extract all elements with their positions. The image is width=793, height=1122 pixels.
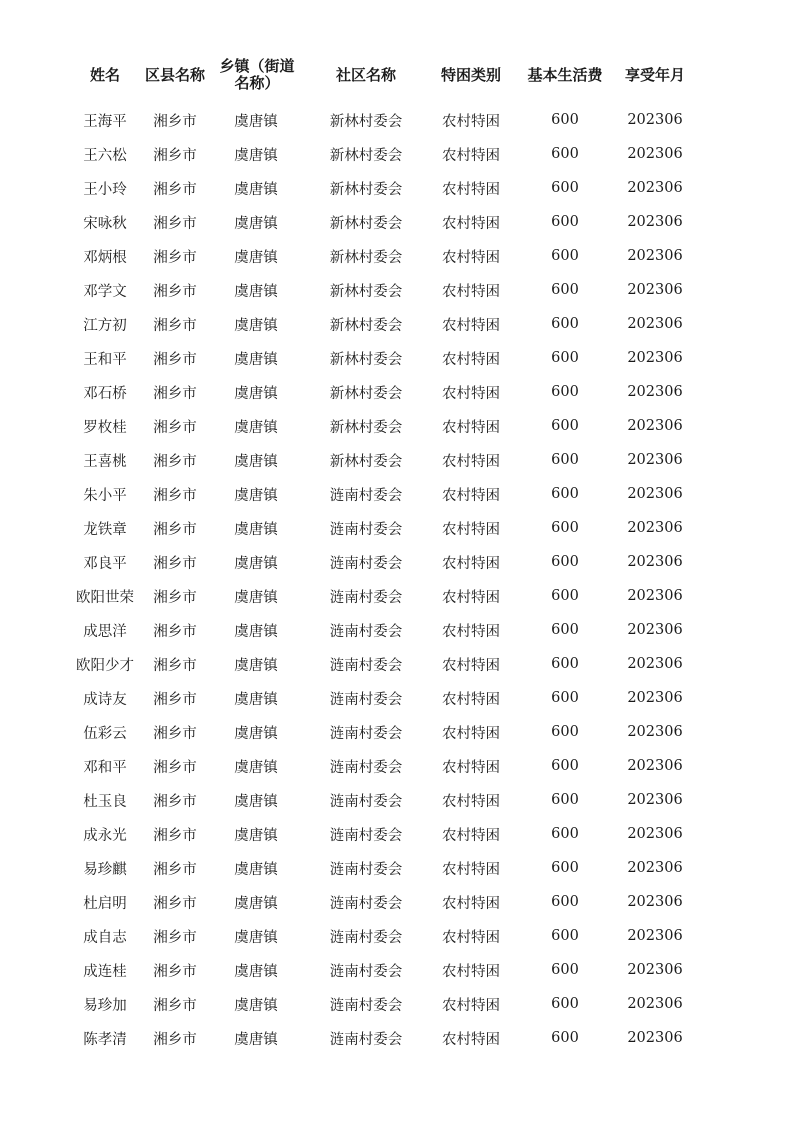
cell-county: 湘乡市 — [153, 487, 197, 504]
cell-county: 湘乡市 — [153, 589, 197, 606]
cell-county: 湘乡市 — [153, 317, 197, 334]
cell-month: 202306 — [627, 112, 683, 128]
header-county: 区县名称 — [144, 65, 205, 84]
cell-county: 湘乡市 — [153, 759, 197, 776]
cell-name: 易珍加 — [83, 997, 127, 1014]
cell-county: 湘乡市 — [153, 1031, 197, 1048]
cell-category: 农村特困 — [442, 725, 500, 742]
cell-county: 湘乡市 — [153, 181, 197, 198]
cell-month: 202306 — [627, 316, 683, 332]
cell-month: 202306 — [627, 146, 683, 162]
cell-category: 农村特困 — [442, 453, 500, 470]
table-row — [0, 1021, 793, 1055]
cell-township: 虞唐镇 — [234, 963, 278, 980]
table-row — [0, 307, 793, 341]
cell-name: 欧阳世荣 — [76, 589, 134, 606]
cell-township: 虞唐镇 — [234, 861, 278, 878]
table-row — [0, 477, 793, 511]
cell-township: 虞唐镇 — [234, 929, 278, 946]
table-body — [0, 103, 793, 1055]
cell-township: 虞唐镇 — [234, 623, 278, 640]
cell-name: 成永光 — [83, 827, 127, 844]
cell-allowance: 600 — [551, 180, 579, 196]
cell-allowance: 600 — [551, 316, 579, 332]
cell-category: 农村特困 — [442, 827, 500, 844]
cell-community: 涟南村委会 — [329, 487, 403, 504]
table-row — [0, 239, 793, 273]
cell-county: 湘乡市 — [153, 113, 197, 130]
cell-name: 邓炳根 — [83, 249, 127, 266]
cell-category: 农村特困 — [442, 997, 500, 1014]
cell-allowance: 600 — [551, 1030, 579, 1046]
table-header — [0, 50, 793, 100]
cell-category: 农村特困 — [442, 589, 500, 606]
cell-county: 湘乡市 — [153, 827, 197, 844]
cell-name: 王喜桃 — [83, 453, 127, 470]
table-row — [0, 681, 793, 715]
cell-county: 湘乡市 — [153, 691, 197, 708]
cell-month: 202306 — [627, 894, 683, 910]
cell-month: 202306 — [627, 486, 683, 502]
cell-month: 202306 — [627, 248, 683, 264]
cell-allowance: 600 — [551, 894, 579, 910]
cell-category: 农村特困 — [442, 147, 500, 164]
cell-name: 王六松 — [83, 147, 127, 164]
cell-county: 湘乡市 — [153, 147, 197, 164]
cell-name: 宋咏秋 — [83, 215, 127, 232]
cell-name: 朱小平 — [83, 487, 127, 504]
cell-allowance: 600 — [551, 350, 579, 366]
cell-community: 涟南村委会 — [329, 827, 403, 844]
cell-month: 202306 — [627, 622, 683, 638]
cell-township: 虞唐镇 — [234, 725, 278, 742]
cell-township: 虞唐镇 — [234, 385, 278, 402]
table-row — [0, 919, 793, 953]
cell-name: 龙铁章 — [83, 521, 127, 538]
cell-township: 虞唐镇 — [234, 487, 278, 504]
cell-month: 202306 — [627, 282, 683, 298]
cell-township: 虞唐镇 — [234, 249, 278, 266]
cell-month: 202306 — [627, 1030, 683, 1046]
cell-name: 邓良平 — [83, 555, 127, 572]
cell-name: 成连桂 — [83, 963, 127, 980]
cell-allowance: 600 — [551, 418, 579, 434]
cell-township: 虞唐镇 — [234, 419, 278, 436]
cell-name: 邓和平 — [83, 759, 127, 776]
cell-name: 成自志 — [83, 929, 127, 946]
table-row — [0, 817, 793, 851]
cell-category: 农村特困 — [442, 691, 500, 708]
cell-name: 伍彩云 — [83, 725, 127, 742]
cell-township: 虞唐镇 — [234, 793, 278, 810]
cell-community: 涟南村委会 — [329, 997, 403, 1014]
cell-county: 湘乡市 — [153, 861, 197, 878]
cell-community: 新林村委会 — [329, 283, 403, 300]
cell-allowance: 600 — [551, 996, 579, 1012]
cell-community: 新林村委会 — [329, 181, 403, 198]
cell-allowance: 600 — [551, 588, 579, 604]
cell-community: 涟南村委会 — [329, 759, 403, 776]
cell-name: 成思洋 — [83, 623, 127, 640]
table-row — [0, 953, 793, 987]
table-row — [0, 987, 793, 1021]
cell-county: 湘乡市 — [153, 623, 197, 640]
cell-township: 虞唐镇 — [234, 657, 278, 674]
cell-community: 涟南村委会 — [329, 691, 403, 708]
cell-month: 202306 — [627, 180, 683, 196]
cell-allowance: 600 — [551, 962, 579, 978]
table-row — [0, 715, 793, 749]
cell-month: 202306 — [627, 758, 683, 774]
cell-name: 杜启明 — [83, 895, 127, 912]
cell-community: 涟南村委会 — [329, 1031, 403, 1048]
cell-name: 易珍麒 — [83, 861, 127, 878]
cell-county: 湘乡市 — [153, 657, 197, 674]
cell-category: 农村特困 — [442, 657, 500, 674]
cell-county: 湘乡市 — [153, 555, 197, 572]
table-row — [0, 647, 793, 681]
table-row — [0, 579, 793, 613]
cell-community: 涟南村委会 — [329, 623, 403, 640]
cell-name: 王小玲 — [83, 181, 127, 198]
cell-category: 农村特困 — [442, 963, 500, 980]
table-row — [0, 783, 793, 817]
cell-category: 农村特困 — [442, 521, 500, 538]
cell-category: 农村特困 — [442, 283, 500, 300]
cell-name: 杜玉良 — [83, 793, 127, 810]
table-row — [0, 851, 793, 885]
cell-name: 成诗友 — [83, 691, 127, 708]
cell-allowance: 600 — [551, 554, 579, 570]
table-row — [0, 443, 793, 477]
table-row — [0, 205, 793, 239]
cell-allowance: 600 — [551, 486, 579, 502]
cell-county: 湘乡市 — [153, 453, 197, 470]
cell-allowance: 600 — [551, 622, 579, 638]
cell-township: 虞唐镇 — [234, 181, 278, 198]
cell-allowance: 600 — [551, 860, 579, 876]
cell-township: 虞唐镇 — [234, 521, 278, 538]
header-community: 社区名称 — [335, 65, 396, 84]
table-row — [0, 511, 793, 545]
header-category: 特困类别 — [440, 65, 501, 84]
cell-county: 湘乡市 — [153, 521, 197, 538]
cell-township: 虞唐镇 — [234, 1031, 278, 1048]
cell-community: 涟南村委会 — [329, 521, 403, 538]
cell-category: 农村特困 — [442, 249, 500, 266]
cell-month: 202306 — [627, 418, 683, 434]
cell-allowance: 600 — [551, 792, 579, 808]
table-row — [0, 341, 793, 375]
cell-county: 湘乡市 — [153, 963, 197, 980]
cell-county: 湘乡市 — [153, 249, 197, 266]
cell-name: 罗枚桂 — [83, 419, 127, 436]
cell-allowance: 600 — [551, 690, 579, 706]
cell-township: 虞唐镇 — [234, 317, 278, 334]
cell-county: 湘乡市 — [153, 793, 197, 810]
cell-township: 虞唐镇 — [234, 827, 278, 844]
cell-category: 农村特困 — [442, 895, 500, 912]
cell-month: 202306 — [627, 996, 683, 1012]
cell-category: 农村特困 — [442, 1031, 500, 1048]
cell-category: 农村特困 — [442, 215, 500, 232]
cell-allowance: 600 — [551, 724, 579, 740]
cell-county: 湘乡市 — [153, 385, 197, 402]
cell-county: 湘乡市 — [153, 725, 197, 742]
cell-township: 虞唐镇 — [234, 147, 278, 164]
cell-name: 陈孝清 — [83, 1031, 127, 1048]
cell-allowance: 600 — [551, 826, 579, 842]
cell-allowance: 600 — [551, 214, 579, 230]
cell-township: 虞唐镇 — [234, 589, 278, 606]
cell-month: 202306 — [627, 452, 683, 468]
cell-township: 虞唐镇 — [234, 113, 278, 130]
table-row — [0, 171, 793, 205]
cell-allowance: 600 — [551, 112, 579, 128]
cell-community: 新林村委会 — [329, 385, 403, 402]
cell-community: 新林村委会 — [329, 215, 403, 232]
cell-month: 202306 — [627, 384, 683, 400]
cell-category: 农村特困 — [442, 487, 500, 504]
cell-month: 202306 — [627, 826, 683, 842]
cell-community: 涟南村委会 — [329, 657, 403, 674]
cell-month: 202306 — [627, 214, 683, 230]
cell-county: 湘乡市 — [153, 895, 197, 912]
cell-name: 欧阳少才 — [76, 657, 134, 674]
cell-allowance: 600 — [551, 520, 579, 536]
cell-name: 王和平 — [83, 351, 127, 368]
cell-county: 湘乡市 — [153, 283, 197, 300]
cell-month: 202306 — [627, 350, 683, 366]
cell-category: 农村特困 — [442, 113, 500, 130]
cell-name: 邓石桥 — [83, 385, 127, 402]
cell-community: 新林村委会 — [329, 453, 403, 470]
cell-month: 202306 — [627, 928, 683, 944]
cell-allowance: 600 — [551, 248, 579, 264]
cell-township: 虞唐镇 — [234, 351, 278, 368]
cell-allowance: 600 — [551, 146, 579, 162]
table-row — [0, 103, 793, 137]
cell-category: 农村特困 — [442, 555, 500, 572]
header-living-allowance: 基本生活费 — [527, 65, 603, 84]
cell-category: 农村特困 — [442, 861, 500, 878]
cell-community: 新林村委会 — [329, 249, 403, 266]
cell-community: 涟南村委会 — [329, 895, 403, 912]
cell-township: 虞唐镇 — [234, 691, 278, 708]
cell-township: 虞唐镇 — [234, 215, 278, 232]
cell-township: 虞唐镇 — [234, 283, 278, 300]
cell-name: 江方初 — [83, 317, 127, 334]
table-row — [0, 885, 793, 919]
cell-allowance: 600 — [551, 758, 579, 774]
cell-county: 湘乡市 — [153, 419, 197, 436]
cell-category: 农村特困 — [442, 317, 500, 334]
cell-month: 202306 — [627, 962, 683, 978]
table-row — [0, 749, 793, 783]
cell-category: 农村特困 — [442, 623, 500, 640]
cell-allowance: 600 — [551, 452, 579, 468]
cell-community: 涟南村委会 — [329, 963, 403, 980]
cell-month: 202306 — [627, 656, 683, 672]
cell-township: 虞唐镇 — [234, 453, 278, 470]
cell-township: 虞唐镇 — [234, 555, 278, 572]
cell-county: 湘乡市 — [153, 997, 197, 1014]
cell-month: 202306 — [627, 860, 683, 876]
cell-month: 202306 — [627, 554, 683, 570]
cell-month: 202306 — [627, 690, 683, 706]
cell-county: 湘乡市 — [153, 929, 197, 946]
cell-community: 新林村委会 — [329, 113, 403, 130]
cell-name: 王海平 — [83, 113, 127, 130]
cell-county: 湘乡市 — [153, 215, 197, 232]
cell-month: 202306 — [627, 520, 683, 536]
cell-allowance: 600 — [551, 656, 579, 672]
cell-community: 新林村委会 — [329, 419, 403, 436]
cell-name: 邓学文 — [83, 283, 127, 300]
cell-month: 202306 — [627, 792, 683, 808]
cell-township: 虞唐镇 — [234, 895, 278, 912]
table-row — [0, 613, 793, 647]
table-row — [0, 375, 793, 409]
cell-month: 202306 — [627, 588, 683, 604]
table-row — [0, 137, 793, 171]
table-row — [0, 545, 793, 579]
cell-category: 农村特困 — [442, 181, 500, 198]
cell-category: 农村特困 — [442, 385, 500, 402]
header-start-month: 享受年月 — [624, 65, 685, 84]
cell-allowance: 600 — [551, 384, 579, 400]
cell-community: 新林村委会 — [329, 351, 403, 368]
table-row — [0, 273, 793, 307]
cell-category: 农村特困 — [442, 351, 500, 368]
header-township: 乡镇（街道名称） — [219, 57, 295, 92]
cell-county: 湘乡市 — [153, 351, 197, 368]
cell-category: 农村特困 — [442, 419, 500, 436]
cell-community: 涟南村委会 — [329, 793, 403, 810]
cell-township: 虞唐镇 — [234, 759, 278, 776]
cell-community: 涟南村委会 — [329, 555, 403, 572]
cell-community: 新林村委会 — [329, 147, 403, 164]
cell-category: 农村特困 — [442, 793, 500, 810]
cell-category: 农村特困 — [442, 759, 500, 776]
cell-community: 涟南村委会 — [329, 725, 403, 742]
cell-community: 涟南村委会 — [329, 929, 403, 946]
cell-allowance: 600 — [551, 928, 579, 944]
cell-allowance: 600 — [551, 282, 579, 298]
cell-township: 虞唐镇 — [234, 997, 278, 1014]
table-row — [0, 409, 793, 443]
cell-month: 202306 — [627, 724, 683, 740]
cell-community: 涟南村委会 — [329, 589, 403, 606]
cell-community: 涟南村委会 — [329, 861, 403, 878]
header-name: 姓名 — [89, 65, 120, 84]
cell-category: 农村特困 — [442, 929, 500, 946]
cell-community: 新林村委会 — [329, 317, 403, 334]
